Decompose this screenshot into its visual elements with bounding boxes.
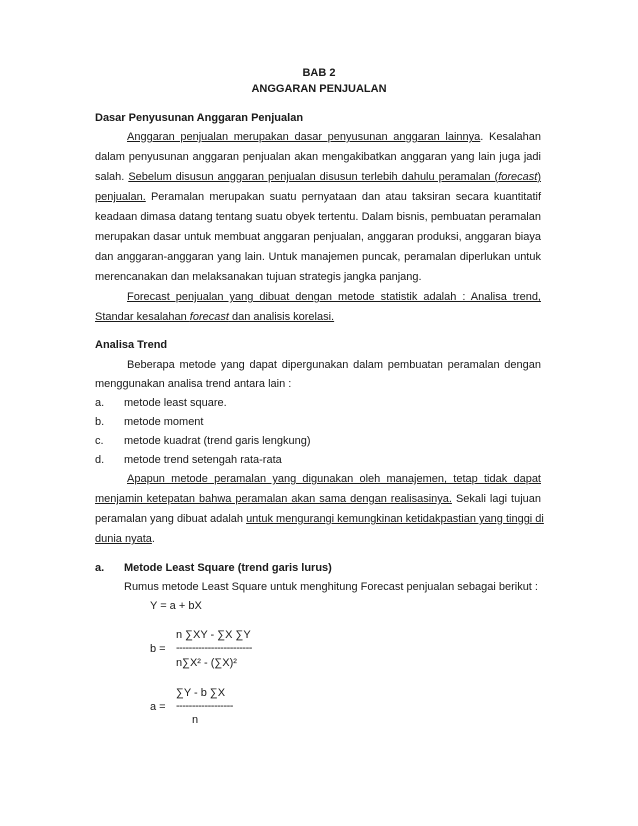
a-numerator: ∑Y - b ∑X bbox=[176, 687, 226, 699]
formula-intro: Rumus metode Least Square untuk menghitung Forecast penjualan sebagai berikut : bbox=[124, 581, 538, 593]
list-item: d. metode trend setengah rata-rata bbox=[95, 454, 282, 466]
paragraph-line: Beberapa metode yang dapat dipergunakan dalam pembuatan peramalan dengan bbox=[127, 359, 541, 371]
paragraph-line: Anggaran penjualan merupakan dasar penyusunan anggaran lainnya. Kesalahan bbox=[127, 131, 541, 143]
paragraph-line: dunia nyata. bbox=[95, 533, 155, 545]
a-denominator: n bbox=[192, 714, 199, 726]
section-heading-analisa-trend: Analisa Trend bbox=[95, 339, 168, 351]
subsection-heading-least-square: a. Metode Least Square (trend garis lurus) bbox=[95, 562, 332, 574]
paragraph-line: menggunakan analisa trend antara lain : bbox=[95, 378, 292, 390]
a-fraction-bar: ------------------ bbox=[176, 700, 233, 712]
paragraph-line: keadaan dimasa datang tentang suatu obyek tertentu. Dalam bisnis, pembuatan peramalan bbox=[95, 211, 541, 223]
paragraph-line: Forecast penjualan yang dibuat dengan metode statistik adalah : Analisa trend, bbox=[127, 291, 541, 303]
b-lhs: b = bbox=[150, 643, 166, 655]
paragraph-line: salah. Sebelum disusun anggaran penjualan disusun terlebih dahulu peramalan (forecast) bbox=[95, 171, 541, 183]
b-fraction-bar: ------------------------ bbox=[176, 642, 252, 654]
equation-trend-line: Y = a + bX bbox=[150, 600, 202, 612]
b-denominator: n∑X² - (∑X)² bbox=[176, 657, 237, 669]
paragraph-line: dalam penyusunan anggaran penjualan akan mengakibatkan anggaran yang lain juga jadi bbox=[95, 151, 541, 163]
list-item: b. metode moment bbox=[95, 416, 204, 428]
chapter-number: BAB 2 bbox=[302, 67, 336, 79]
section-heading-dasar: Dasar Penyusunan Anggaran Penjualan bbox=[95, 112, 304, 124]
b-numerator: n ∑XY - ∑X ∑Y bbox=[176, 629, 251, 641]
list-item: c. metode kuadrat (trend garis lengkung) bbox=[95, 435, 311, 447]
paragraph-line: menjamin ketepatan bahwa peramalan akan sama dengan realisasinya. Sekali lagi tujuan bbox=[95, 493, 541, 505]
paragraph-line: merencanakan dan melaksanakan tujuan strategis jangka panjang. bbox=[95, 271, 422, 283]
chapter-title: ANGGARAN PENJUALAN bbox=[251, 83, 387, 95]
paragraph-line: Standar kesalahan forecast dan analisis korelasi. bbox=[95, 311, 335, 323]
a-lhs: a = bbox=[150, 701, 166, 713]
paragraph-line: dan anggaran-anggaran yang lain. Untuk manajemen puncak, peramalan diperlukan untuk bbox=[95, 251, 541, 263]
list-item: a. metode least square. bbox=[95, 397, 227, 409]
paragraph-line: merupakan dasar untuk membuat anggaran penjualan, anggaran produksi, anggaran biaya bbox=[95, 231, 541, 243]
paragraph-line: peramalan yang dibuat adalah untuk mengurangi kemungkinan ketidakpastian yang tinggi di bbox=[95, 513, 544, 525]
paragraph-line: penjualan. Peramalan merupakan suatu pernyataan dan atau taksiran secara kuantitatif bbox=[95, 191, 541, 203]
paragraph-line: Apapun metode peramalan yang digunakan oleh manajemen, tetap tidak dapat bbox=[127, 473, 541, 485]
